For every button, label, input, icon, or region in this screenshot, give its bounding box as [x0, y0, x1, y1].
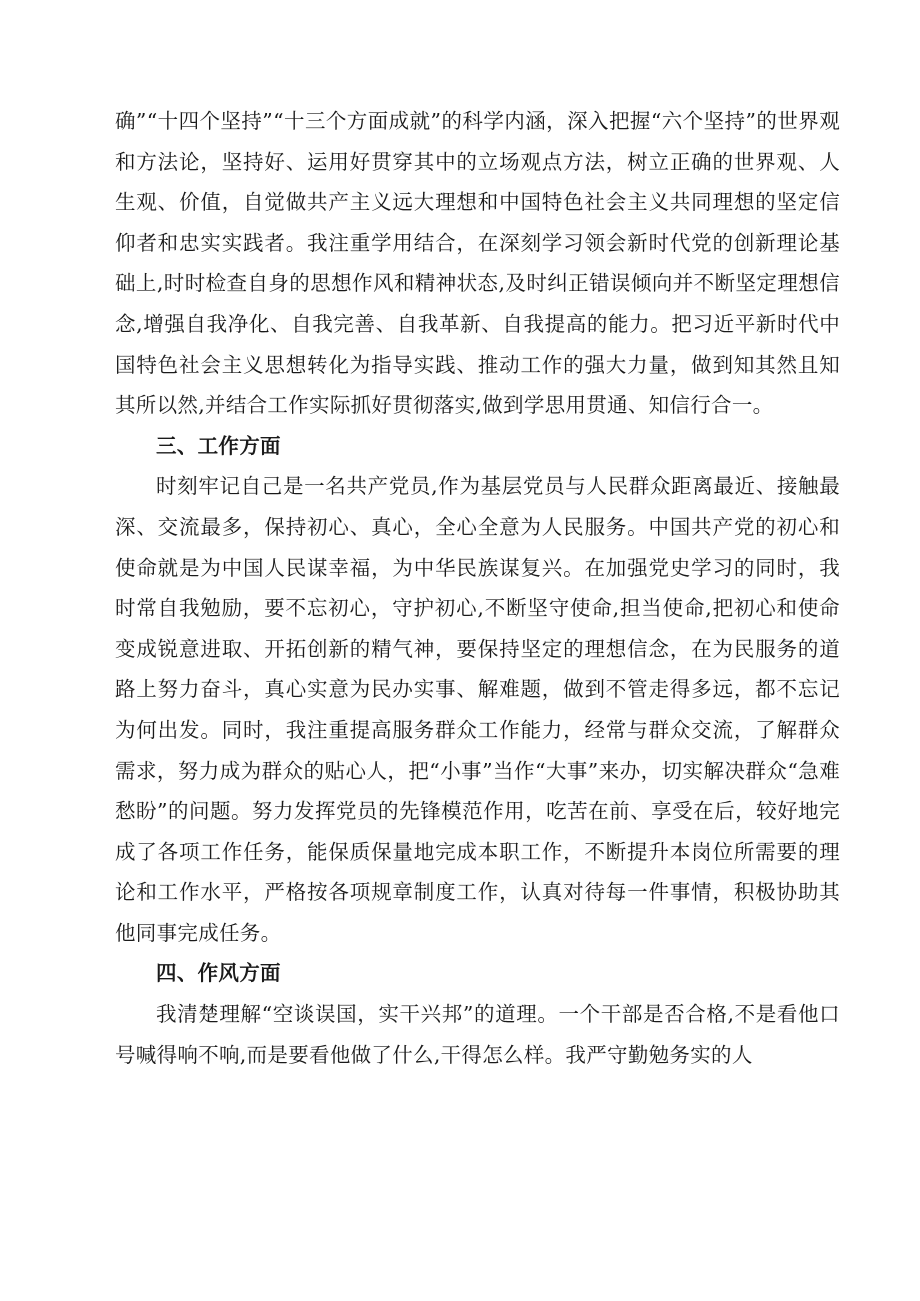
paragraph-continued-theory-study: 确”“十四个坚持”“十三个方面成就”的科学内涵，深入把握“六个坚持”的世界观和方法论，坚持好、运用好贯穿其中的立场观点方法，树立正确的世界观、人生观、价值，自觉做共产主义远大理想和中国特色社会主义共同理想的坚定信仰者和忠实实践者。我注重学用结合，在深刻学习领会新时代党的创新理论基础上,时时检查自身的思想作风和精神状态,及时纠正错误倾向并不断坚定理想信念,增强自我净化、自我完善、自我革新、自我提高的能力。把习近平新时代中国特色社会主义思想转化为指导实践、推动工作的强大力量，做到知其然且知其所以然,并结合工作实际抓好贯彻落实,做到学思用贯通、知信行合一。 [115, 109, 840, 418]
paragraph-work: 时刻牢记自己是一名共产党员,作为基层党员与人民群众距离最近、接触最深、交流最多，保持初心、真心，全心全意为人民服务。中国共产党的初心和使命就是为中国人民谋幸福，为中华民族谋复兴。在加强党史学习的同时，我时常自我勉励，要不忘初心，守护初心,不断坚守使命,担当使命,把初心和使命变成锐意进取、开拓创新的精气神，要保持坚定的理想信念，在为民服务的道路上努力奋斗，真心实意为民办实事、解难题，做到不管走得多远，都不忘记为何出发。同时，我注重提高服务群众工作能力，经常与群众交流，了解群众需求，努力成为群众的贴心人，把“小事”当作“大事”来办，切实解决群众“急难愁盼”的问题。努力发挥党员的先锋模范作用，吃苦在前、享受在后，较好地完成了各项工作任务，能保质保量地完成本职工作，不断提升本岗位所需要的理论和工作水平，严格按各项规章制度工作，认真对待每一件事情，积极协助其他同事完成任务。 [115, 474, 840, 945]
document-page [115, 101, 840, 1075]
section-heading-style: 四、作风方面 [156, 961, 281, 986]
paragraph-style: 我清楚理解“空谈误国，实干兴邦”的道理。一个干部是否合格,不是看他口号喊得响不响,而是要看他做了什么,干得怎么样。我严守勤勉务实的人 [115, 1002, 840, 1067]
section-heading-work: 三、工作方面 [156, 433, 281, 458]
